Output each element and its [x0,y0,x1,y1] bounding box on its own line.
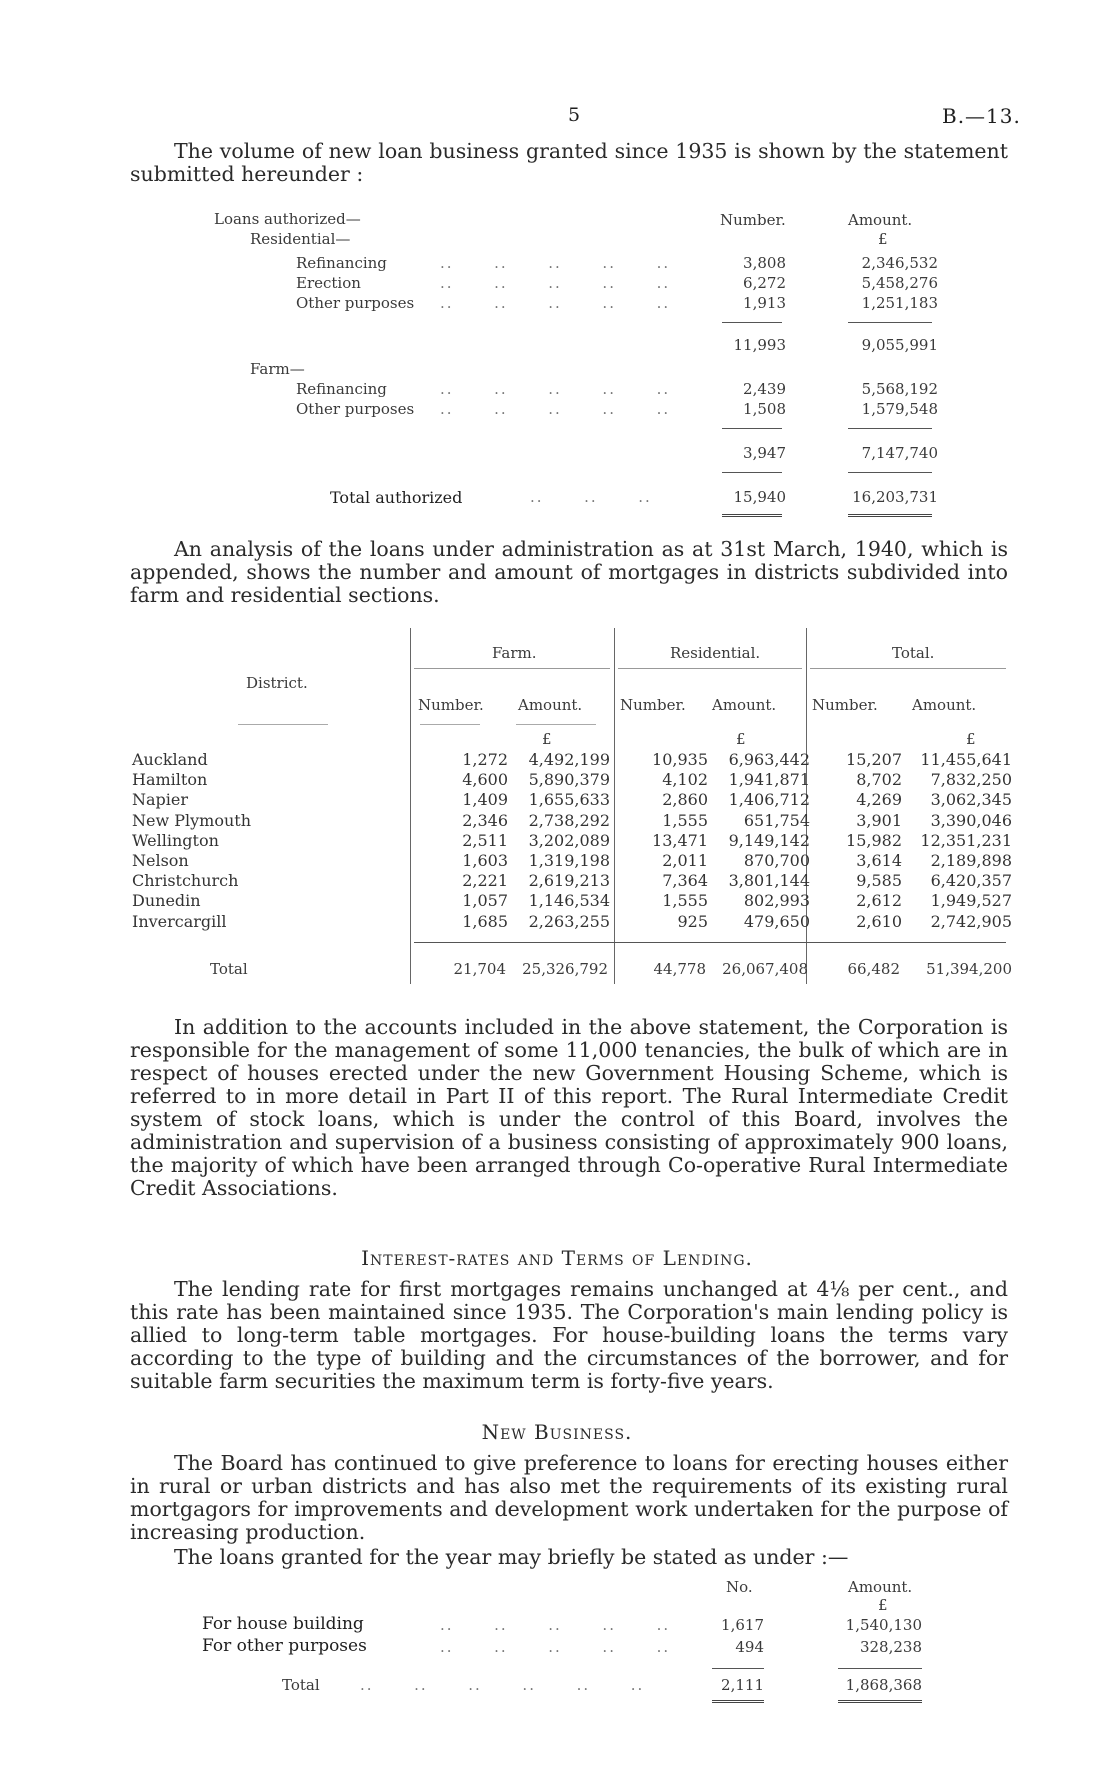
farm-number-cell: 4,600 [462,770,508,790]
res-number-cell: 4,102 [662,770,708,790]
granted-double-rule [838,1700,922,1703]
total-double-rule [848,514,932,517]
total-amount-header: Amount. [912,696,977,714]
total-authorized-label: Total authorized [330,488,463,507]
total-number-cell: 15,982 [846,830,902,850]
farm-number-cell: 2,221 [462,871,508,891]
residential-row-amount: 2,346,532 [861,254,938,272]
leader-dots: .. .. .. .. .. [440,400,671,418]
page-number: 5 [568,104,581,126]
group-header-rule [414,668,610,669]
district-name: Nelson [132,851,189,871]
loans-currency-symbol: £ [878,230,888,248]
total-rule [722,472,782,473]
table-row [132,770,1012,790]
farm-amount-cell: 1,146,534 [528,891,610,911]
granted-total-number: 2,111 [721,1676,764,1694]
loans-col-amount-header: Amount. [848,211,913,229]
total-number-cell: 9,585 [856,871,902,891]
group-header-rule [618,668,802,669]
intro-paragraph: The volume of new loan business granted since 1935 is shown by the statement submitted hereunder : [130,139,1008,186]
residential-row-label: Refinancing [296,254,387,272]
res-amount-cell: 802,993 [743,891,810,911]
farm-number-cell: 2,511 [462,830,508,850]
subtotal-rule [722,322,782,323]
district-total-farm-number: 21,704 [453,960,506,978]
district-name: Hamilton [132,770,208,790]
res-amount-cell: 651,754 [743,810,810,830]
res-amount-cell: 870,700 [743,851,810,871]
farm-heading: Farm— [250,360,305,378]
district-name: Invercargill [132,911,227,931]
farm-number-cell: 1,409 [462,790,508,810]
district-name: Dunedin [132,891,201,911]
farm-amount-cell: 4,492,199 [528,750,610,770]
farm-number-cell: 1,603 [462,851,508,871]
granted-paragraph: The loans granted for the year may briefly be stated as under :— [174,1545,849,1569]
res-amount-cell: 6,963,442 [728,750,810,770]
table-row [132,912,1012,932]
total-number-cell: 4,269 [856,790,902,810]
res-number-cell: 2,860 [662,790,708,810]
subtotal-rule [848,322,932,323]
res-number-cell: 925 [677,911,708,931]
farm-row-number: 1,508 [743,400,786,418]
granted-row-label: For house building [202,1614,364,1634]
district-column-header: District. [246,674,308,692]
addition-paragraph: In addition to the accounts included in the above statement, the Corporation is responsible for the management of some 11,000 tenancies, the bulk of which are in respect of houses erected under the new Government Housing Scheme, which is referred to in more detail in Part II of this report. The Rural Intermediate Credit system of stock loans, which is under the control of this Board, involves the administration and supervision of a business consisting of approximately 900 loans, the majority of which have been arranged through Co-operative Rural Intermediate Credit Associations. [130,1015,1008,1200]
granted-row-number: 494 [735,1638,764,1656]
total-double-rule [722,514,782,517]
total-group-header: Total. [892,644,935,662]
residential-row-amount: 5,458,276 [861,274,938,292]
granted-row-amount: 328,238 [859,1638,922,1656]
res-amount-cell: 9,149,142 [728,830,810,850]
residential-row-number: 1,913 [743,294,786,312]
farm-row-amount: 5,568,192 [861,380,938,398]
farm-row-label: Other purposes [296,400,415,418]
res-number-cell: 7,364 [662,871,708,891]
granted-row-label: For other purposes [202,1636,367,1656]
res-amount-cell: 1,941,871 [728,770,810,790]
new-business-paragraph: The Board has continued to give preference to loans for erecting houses either in rural or urban districts and has also met the requirements of its existing rural mortgagors for improvements and development work undertaken for the purpose of increasing production. [130,1451,1008,1544]
farm-number-cell: 1,057 [462,891,508,911]
subtotal-rule [848,428,932,429]
granted-currency-symbol: £ [878,1596,888,1614]
farm-row-amount: 1,579,548 [861,400,938,418]
leader-dots: .. .. .. .. .. [440,274,671,292]
farm-number-cell: 2,346 [462,810,508,830]
farm-amount-cell: 2,263,255 [528,911,610,931]
farm-subtotal-amount: 7,147,740 [861,444,938,462]
new-business-heading: New Business. [481,1420,633,1444]
column-header-rule [516,724,596,725]
group-header-rule [810,668,1006,669]
granted-row-amount: 1,540,130 [845,1616,922,1634]
granted-col-amount-header: Amount. [848,1578,913,1596]
table-row [132,831,1012,851]
res-amount-cell: 479,650 [743,911,810,931]
farm-subtotal-number: 3,947 [743,444,786,462]
granted-total-amount: 1,868,368 [845,1676,922,1694]
leader-dots: .. .. .. .. .. [440,1638,671,1656]
total-amount-cell: 3,062,345 [930,790,1012,810]
table-row [132,851,1012,871]
res-number-cell: 1,555 [662,810,708,830]
res-number-header: Number. [620,696,686,714]
residential-group-header: Residential. [670,644,761,662]
residential-row-number: 3,808 [743,254,786,272]
farm-currency-symbol: £ [542,730,552,748]
total-number-cell: 8,702 [856,770,902,790]
total-amount-cell: 12,351,231 [920,830,1012,850]
farm-number-cell: 1,685 [462,911,508,931]
granted-total-rule [838,1668,922,1669]
farm-group-header: Farm. [492,644,537,662]
total-rule [848,472,932,473]
residential-row-number: 6,272 [743,274,786,292]
granted-total-label: Total [282,1676,320,1694]
column-header-rule [420,724,480,725]
table-row [132,790,1012,810]
total-amount-cell: 2,189,898 [930,851,1012,871]
total-amount-cell: 6,420,357 [930,871,1012,891]
farm-row-label: Refinancing [296,380,387,398]
district-name: Auckland [132,750,208,770]
farm-amount-cell: 1,655,633 [528,790,610,810]
leader-dots: .. .. .. .. .. [440,254,671,272]
column-header-rule [238,724,328,725]
district-total-res-amount: 26,067,408 [722,960,808,978]
res-number-cell: 1,555 [662,891,708,911]
residential-row-amount: 1,251,183 [861,294,938,312]
farm-number-header: Number. [418,696,484,714]
loans-heading: Loans authorized— [214,210,361,228]
res-amount-header: Amount. [712,696,777,714]
total-number-cell: 2,612 [856,891,902,911]
leader-dots: .. .. .. .. .. .. [360,1676,645,1694]
district-total-label: Total [210,960,248,978]
res-amount-cell: 3,801,144 [728,871,810,891]
total-amount-cell: 11,455,641 [920,750,1012,770]
res-number-cell: 13,471 [652,830,708,850]
granted-double-rule [712,1700,764,1703]
total-amount-cell: 1,949,527 [930,891,1012,911]
district-name: Wellington [132,830,219,850]
table-row [132,750,1012,770]
total-number-cell: 15,207 [846,750,902,770]
total-number-cell: 2,610 [856,911,902,931]
residential-heading: Residential— [250,230,351,248]
farm-number-cell: 1,272 [462,750,508,770]
res-number-cell: 2,011 [662,851,708,871]
farm-amount-cell: 2,619,213 [528,871,610,891]
total-amount-cell: 7,832,250 [930,770,1012,790]
residential-subtotal-amount: 9,055,991 [861,336,938,354]
total-amount-cell: 2,742,905 [930,911,1012,931]
table-row [132,891,1012,911]
total-number-cell: 3,901 [856,810,902,830]
farm-amount-cell: 3,202,089 [528,830,610,850]
leader-dots: .. .. .. .. .. [440,380,671,398]
farm-row-number: 2,439 [743,380,786,398]
res-number-cell: 10,935 [652,750,708,770]
leader-dots: .. .. .. [530,488,652,506]
residential-subtotal-number: 11,993 [733,336,786,354]
district-name: Christchurch [132,871,239,891]
subtotal-rule [722,428,782,429]
district-total-number: 66,482 [847,960,900,978]
farm-amount-header: Amount. [518,696,583,714]
district-name: Napier [132,790,189,810]
res-currency-symbol: £ [736,730,746,748]
document-reference: B.—13. [942,104,1021,128]
granted-total-rule [712,1668,764,1669]
total-number-cell: 3,614 [856,851,902,871]
analysis-paragraph: An analysis of the loans under administration as at 31st March, 1940, which is appended, shows the number and amount of mortgages in districts subdivided into farm and residential sections. [130,537,1008,607]
interest-rates-heading: Interest-rates and Terms of Lending. [361,1246,753,1270]
table-row [132,811,1012,831]
district-data-table [132,750,1012,932]
district-total-amount: 51,394,200 [926,960,1012,978]
total-currency-symbol: £ [966,730,976,748]
leader-dots: .. .. .. .. .. [440,1616,671,1634]
farm-amount-cell: 2,738,292 [528,810,610,830]
residential-row-label: Other purposes [296,294,415,312]
farm-amount-cell: 1,319,198 [528,851,610,871]
total-number-header: Number. [812,696,878,714]
res-amount-cell: 1,406,712 [728,790,810,810]
district-name: New Plymouth [132,810,252,830]
loans-col-number-header: Number. [720,211,786,229]
table-row [132,871,1012,891]
interest-paragraph: The lending rate for first mortgages remains unchanged at 4⅛ per cent., and this rate has been maintained since 1935. The Corporation's main lending policy is allied to long-term table mortgages. For house-building loans the terms vary according to the type of building and the circumstances of the borrower, and for suitable farm securities the maximum term is forty-five years. [130,1277,1008,1393]
district-total-res-number: 44,778 [653,960,706,978]
residential-row-label: Erection [296,274,361,292]
leader-dots: .. .. .. .. .. [440,294,671,312]
granted-col-number-header: No. [726,1578,753,1596]
total-authorized-amount: 16,203,731 [852,488,938,506]
district-total-rule [414,942,1006,943]
farm-amount-cell: 5,890,379 [528,770,610,790]
district-total-farm-amount: 25,326,792 [522,960,608,978]
total-amount-cell: 3,390,046 [930,810,1012,830]
total-authorized-number: 15,940 [733,488,786,506]
granted-row-number: 1,617 [721,1616,764,1634]
